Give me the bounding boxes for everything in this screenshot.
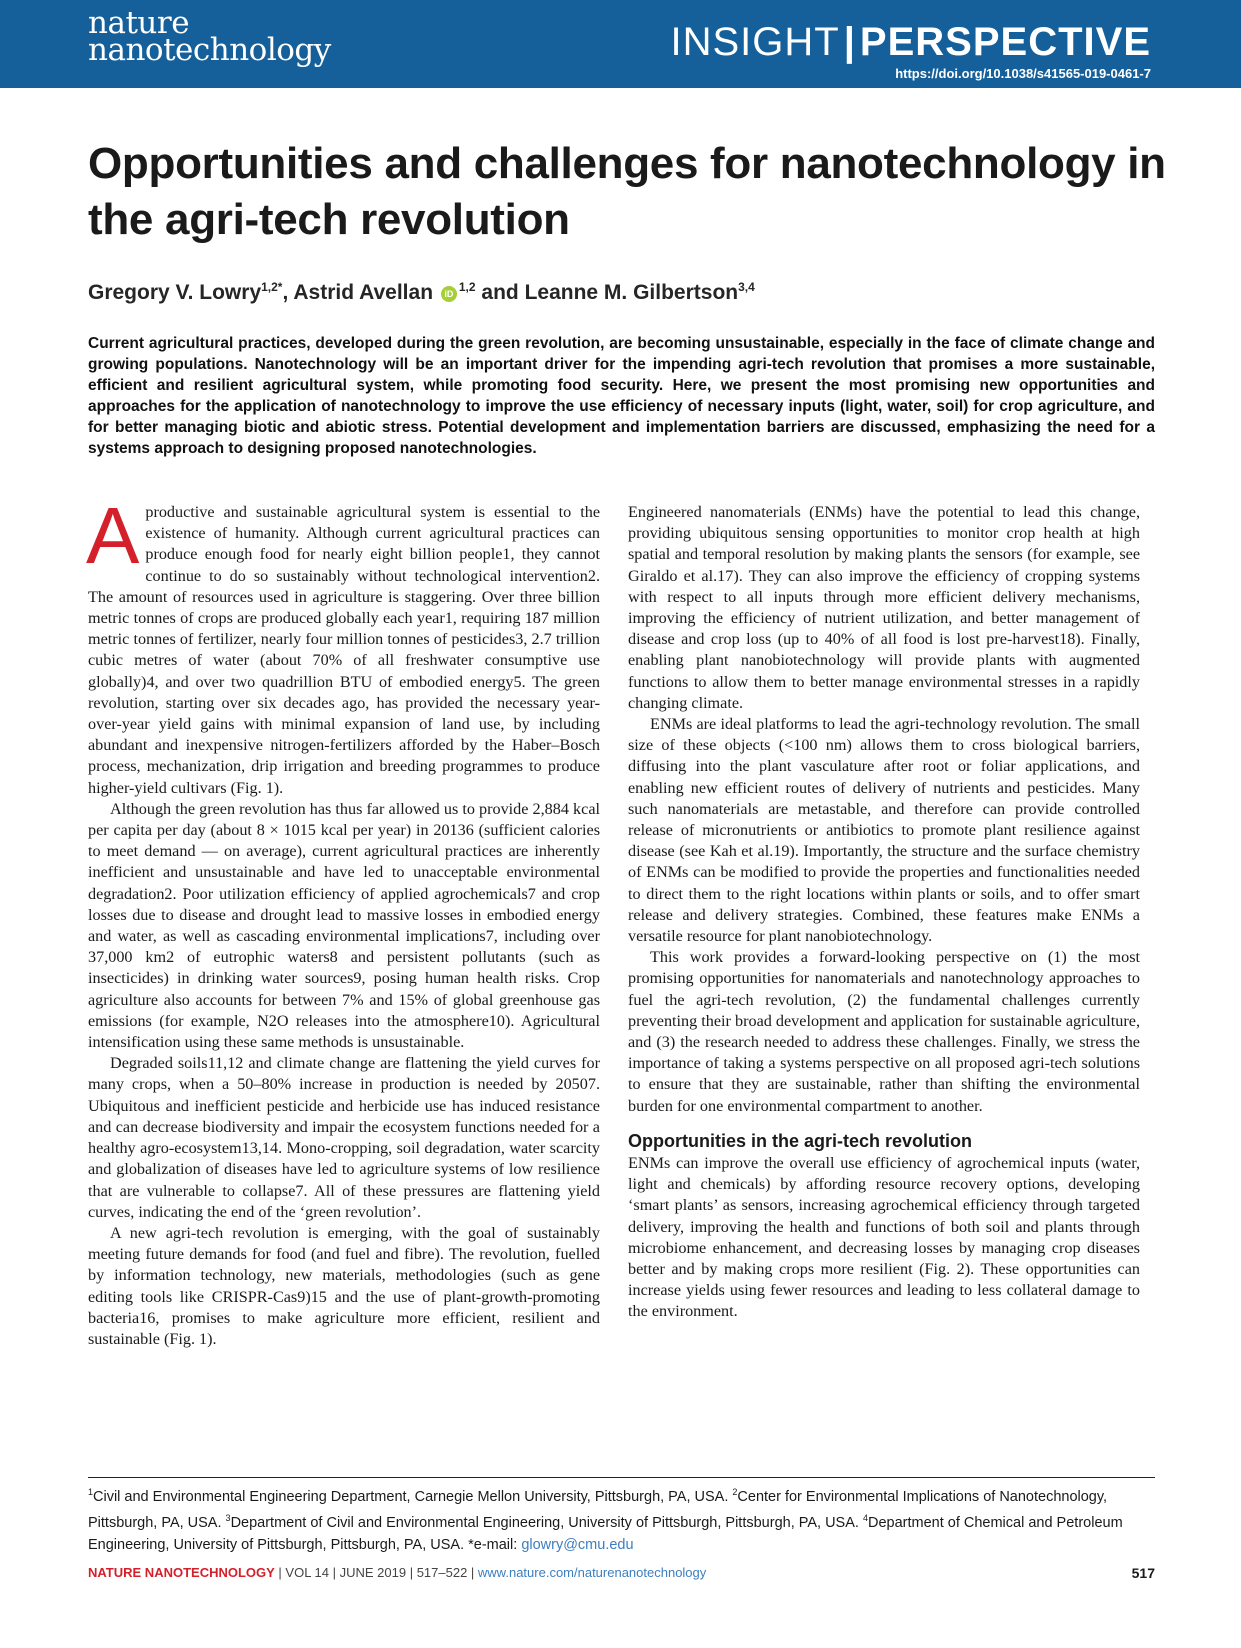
section-insight: INSIGHT [670, 20, 840, 64]
section-perspective: PERSPECTIVE [859, 20, 1151, 64]
journal-logo[interactable] [88, 5, 331, 68]
doi-link[interactable]: https://doi.org/10.1038/s41565-019-0461-7 [895, 66, 1151, 81]
journal-logo-line2: nanotechnology [88, 32, 331, 68]
journal-header-bar [0, 0, 1241, 88]
affiliation-text: Civil and Environmental Engineering Department, Carnegie Mellon University, Pittsburgh, PA, USA. [93, 1488, 733, 1505]
footer-journal-url[interactable]: www.nature.com/naturenanotechnology [477, 1565, 707, 1580]
abstract: Current agricultural practices, developed during the green revolution, are becoming unsustainable, especially in the face of climate change and growing populations. Nanotechnology will be an important driver for the impending agri-tech revolution that promises a more sustainable, efficient and resilient agricultural system, while promoting food security. Here, we present the most promising new opportunities and approaches for the application of nanotechnology to improve the use efficiency of necessary inputs (light, water, soil) for crop agriculture, and for better managing biotic and abiotic stress. Potential development and implementation barriers are discussed, emphasizing the need for a systems approach to designing proposed nanotechnologies. [88, 335, 1155, 457]
body-column-right [628, 502, 1140, 1323]
orcid-icon[interactable]: iD [441, 286, 457, 302]
affiliation-text: Center for Environmental Implications of Nanotechnology, Pittsburgh, PA, USA. [88, 1488, 1108, 1532]
author-affiliation-sup: 1,2* [261, 280, 283, 294]
article-title: Opportunities and challenges for nanotechnology in the agri-tech revolution [88, 139, 1166, 244]
author-affiliation-sup: 3,4 [738, 280, 755, 294]
footer-journal-name: NATURE NANOTECHNOLOGY [88, 1565, 275, 1580]
author-list [88, 280, 1148, 305]
affiliation-text: Department of Civil and Environmental Engineering, University of Pittsburgh, Pittsburgh, PA, USA. [230, 1515, 863, 1532]
body-paragraph: Although the green revolution has thus far allowed us to provide 2,884 kcal per capita per day (about 8 × 1015 kcal per year) in 20136 (sufficient calories to meet demand — on average), current agricultural practices are inherently inefficient and unsustainable and have led to unacceptable environmental degradation2. Poor utilization efficiency of applied agrochemicals7 and crop losses due to disease and drought lead to massive losses in embodied energy and water, as well as cascading environmental implications7, including over 37,000 km2 of eutrophic waters8 and persistent pollutants (such as insecticides) in drinking water sources9, posing human health risks. Crop agriculture also accounts for between 7% and 15% of global greenhouse gas emissions (for example, N2O releases into the atmosphere10). Agricultural intensification using these same methods is unsustainable. [88, 799, 600, 1052]
body-paragraph: A new agri-tech revolution is emerging, with the goal of sustainably meeting future demands for food (and fuel and fibre). The revolution, fuelled by information technology, new materials, methodologies (such as gene editing tools like CRISPR-Cas9)15 and the use of plant-growth-promoting bacteria16, promises to make agriculture more efficient, resilient and sustainable (Fig. 1). [88, 1223, 600, 1348]
affiliations [88, 1482, 1155, 1556]
author-name[interactable]: Astrid Avellan [293, 281, 434, 304]
body-paragraph-text: productive and sustainable agricultural system is essential to the existence of humanity. Although current agricultural practices can produce enough food for nearly eight billion people1, they cannot continue to do so sustainably without technological intervention2. The amount of resources used in agriculture is staggering. Over three billion metric tonnes of crops are produced globally each year1, requiring 187 million metric tonnes of fertilizer, nearly four million tonnes of pesticides3, 2.7 trillion cubic metres of water (about 70% of all freshwater consumptive use globally)4, and over two quadrillion BTU of embodied energy5. The green revolution, starting over six decades ago, has provided the necessary year-over-year yield gains with minimal expansion of land use, by including abundant and inexpensive nitrogen-fertilizers afforded by the Haber–Bosch process, mechanization, drip irrigation and breeding programmes to produce higher-yield cultivars (Fig. 1). [88, 503, 600, 797]
article-type-label [670, 20, 1151, 64]
author-separator: , [282, 281, 294, 304]
body-paragraph: Degraded soils11,12 and climate change are flattening the yield curves for many crops, when a 50–80% increase in production is needed by 20507. Ubiquitous and inefficient pesticide and herbicide use has induced resistance and can decrease biodiversity and impair the ecosystem functions needed for a healthy agro-ecosystem13,14. Mono-cropping, soil degradation, water scarcity and globalization of diseases have led to agriculture systems of low resilience that are vulnerable to collapse7. All of these pressures are flattening yield curves, indicating the end of the ‘green revolution’. [88, 1054, 600, 1221]
affiliation-text: Department of Chemical and Petroleum Engineering, University of Pittsburgh, Pittsburgh, PA, USA. *e-mail: [88, 1515, 1123, 1553]
author-name[interactable]: Leanne M. Gilbertson [524, 281, 739, 304]
affiliation-number: 2 [732, 1487, 738, 1497]
body-paragraph [86, 491, 600, 799]
author-name[interactable]: Gregory V. Lowry [88, 281, 262, 304]
body-paragraph: ENMs can improve the overall use efficiency of agrochemical inputs (water, light and chemicals) by affording resource recovery options, developing ‘smart plants’ as sensors, increasing agrochemical efficiency through targeted delivery, improving the health and functions of both soil and plants through microbiome enhancement, and decreasing losses by managing crop diseases better and by making crops more resilient (Fig. 2). These opportunities can increase yields using fewer resources and leading to less collateral damage to the environment. [628, 1153, 1140, 1321]
corresponding-email-link[interactable]: glowry@cmu.edu [521, 1536, 634, 1553]
affiliation-number: 4 [862, 1513, 868, 1524]
affiliation-number: 3 [225, 1513, 231, 1524]
affiliation-number: 1 [88, 1487, 94, 1497]
body-paragraph: ENMs are ideal platforms to lead the agri-technology revolution. The small size of these objects (<100 nm) allows them to cross biological barriers, diffusing into the plant vasculature after root or foliar applications, and enabling new efficient routes of delivery of nutrients and pesticides. Many such nanomaterials are metastable, and therefore can provide controlled release of micronutrients or antibiotics to promote plant resilience against disease (see Kah et al.19). Importantly, the structure and the surface chemistry of ENMs can be modified to provide the properties and functionalities needed to direct them to the right locations within plants or soils, and to offer smart release and delivery strategies. Combined, these features make ENMs a versatile resource for plant nanobiotechnology. [628, 715, 1140, 946]
author-separator: and [475, 281, 525, 304]
journal-logo-line1: nature [88, 5, 190, 41]
body-paragraph: This work provides a forward-looking perspective on (1) the most promising opportunities for nanomaterials and nanotechnology approaches to fuel the agri-tech revolution, (2) the fundamental challenges currently preventing their broad development and application for sustainable agriculture, and (3) the research needed to address these challenges. Finally, we stress the importance of taking a systems perspective on all proposed agri-tech solutions to ensure that they are sustainable, rather than shifting the environmental burden for one environmental compartment to another. [628, 948, 1140, 1115]
section-separator: | [843, 20, 856, 64]
footer-issue-info: | VOL 14 | JUNE 2019 | 517–522 | [274, 1565, 478, 1580]
section-heading: Opportunities in the agri-tech revolution [628, 1130, 973, 1151]
footnote-divider [88, 1477, 1155, 1478]
page-footer [88, 1565, 1155, 1585]
drop-cap: A [86, 491, 140, 580]
page-number: 517 [1131, 1565, 1155, 1581]
author-affiliation-sup: 1,2 [458, 280, 476, 294]
body-column-left [86, 491, 600, 1350]
body-paragraph: Engineered nanomaterials (ENMs) have the potential to lead this change, providing ubiquitous sensing opportunities to monitor crop health at high spatial and temporal resolution by making plants the sensors (for example, see Giraldo et al.17). They can also improve the efficiency of cropping systems with respect to all inputs through more efficient delivery mechanisms, improving the efficiency of nutrient utilization, and better management of disease and crop loss (up to 40% of all food is lost pre-harvest18). Finally, enabling plant nanobiotechnology will provide plants with augmented functions to allow them to better manage environmental stresses in a rapidly changing climate. [628, 503, 1140, 712]
